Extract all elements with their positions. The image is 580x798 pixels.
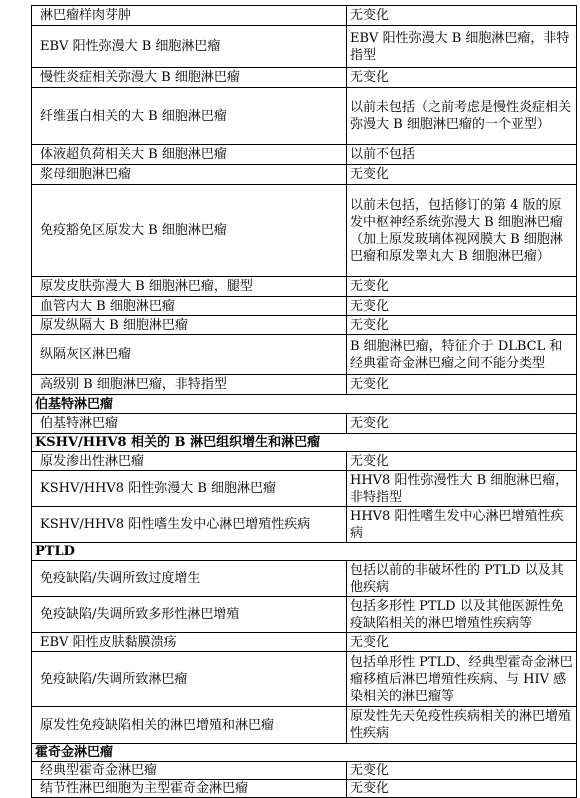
table-row: [32, 335, 577, 375]
change-note-cell: 无变化: [347, 780, 577, 798]
entity-name-cell: 结节性淋巴细胞为主型霍奇金淋巴瘤: [32, 780, 347, 798]
section-title: KSHV/HHV8 相关的 B 淋巴组织增生和淋巴瘤: [32, 434, 577, 452]
classification-table: [31, 5, 577, 798]
table-row: [32, 26, 577, 68]
change-note-cell: 包括单形性 PTLD、经典型霍奇金淋巴瘤移植后淋巴增殖性疾病、与 HIV 感染相关的淋巴瘤等: [347, 652, 577, 707]
change-note-cell: B 细胞淋巴瘤，特征介于 DLBCL 和经典霍奇金淋巴瘤之间不能分类型: [347, 335, 577, 375]
table-row: [32, 375, 577, 395]
table-row: [32, 780, 577, 798]
section-header-row: [32, 744, 577, 762]
entity-name-cell: 淋巴瘤样肉芽肿: [32, 6, 347, 26]
section-title: 霍奇金淋巴瘤: [32, 744, 577, 762]
entity-name-cell: 纵隔灰区淋巴瘤: [32, 335, 347, 375]
table-row: [32, 507, 577, 543]
change-note-cell: 无变化: [347, 316, 577, 335]
change-note-cell: 无变化: [347, 165, 577, 185]
change-note-cell: EBV 阳性弥漫大 B 细胞淋巴瘤，非特指型: [347, 26, 577, 68]
change-note-cell: 无变化: [347, 6, 577, 26]
entity-name-cell: 高级别 B 细胞淋巴瘤，非特指型: [32, 375, 347, 395]
table-row: [32, 652, 577, 707]
entity-name-cell: 体液超负荷相关大 B 细胞淋巴瘤: [32, 145, 347, 165]
change-note-cell: 包括以前的非破坏性的 PTLD 以及其他疾病: [347, 561, 577, 597]
table-row: [32, 762, 577, 780]
entity-name-cell: 原发皮肤弥漫大 B 细胞淋巴瘤，腿型: [32, 277, 347, 297]
table-row: [32, 6, 577, 26]
change-note-cell: 无变化: [347, 375, 577, 395]
table-row: [32, 597, 577, 633]
table-row: [32, 561, 577, 597]
change-note-cell: 无变化: [347, 277, 577, 297]
change-note-cell: 以前不包括: [347, 145, 577, 165]
change-note-cell: 以前未包括（之前考虑是慢性炎症相关弥漫大 B 细胞淋巴瘤的一个亚型）: [347, 88, 577, 145]
table-row: [32, 68, 577, 88]
change-note-cell: 原发性先天免疫性疾病相关的淋巴增殖性疾病: [347, 707, 577, 744]
section-header-row: [32, 434, 577, 452]
table-row: [32, 414, 577, 434]
change-note-cell: 无变化: [347, 762, 577, 780]
table-row: [32, 165, 577, 185]
entity-name-cell: 免疫缺陷/失调所致过度增生: [32, 561, 347, 597]
change-note-cell: 无变化: [347, 68, 577, 88]
table-row: [32, 277, 577, 297]
entity-name-cell: KSHV/HHV8 阳性弥漫大 B 细胞淋巴瘤: [32, 471, 347, 507]
entity-name-cell: 免疫缺陷/失调所致多形性淋巴增殖: [32, 597, 347, 633]
change-note-cell: 无变化: [347, 452, 577, 471]
table-row: [32, 707, 577, 744]
table-row: [32, 471, 577, 507]
entity-name-cell: 纤维蛋白相关的大 B 细胞淋巴瘤: [32, 88, 347, 145]
table-row: [32, 185, 577, 277]
section-title: 伯基特淋巴瘤: [32, 395, 577, 414]
change-note-cell: 包括多形性 PTLD 以及其他医源性免疫缺陷相关的淋巴增殖性疾病等: [347, 597, 577, 633]
table-row: [32, 88, 577, 145]
table-row: [32, 633, 577, 652]
entity-name-cell: 血管内大 B 细胞淋巴瘤: [32, 297, 347, 316]
table-row: [32, 316, 577, 335]
change-note-cell: HHV8 阳性弥漫性大 B 细胞淋巴瘤，非特指型: [347, 471, 577, 507]
change-note-cell: 无变化: [347, 414, 577, 434]
table-row: [32, 297, 577, 316]
table-row: [32, 145, 577, 165]
entity-name-cell: 原发性免疫缺陷相关的淋巴增殖和淋巴瘤: [32, 707, 347, 744]
entity-name-cell: 伯基特淋巴瘤: [32, 414, 347, 434]
change-note-cell: 无变化: [347, 633, 577, 652]
change-note-cell: 以前未包括，包括修订的第 4 版的原发中枢神经系统弥漫大 B 细胞淋巴瘤（加上原发玻璃体视网膜大 B 细胞淋巴瘤和原发睾丸大 B 细胞淋巴瘤）: [347, 185, 577, 277]
entity-name-cell: 经典型霍奇金淋巴瘤: [32, 762, 347, 780]
entity-name-cell: EBV 阳性皮肤黏膜溃疡: [32, 633, 347, 652]
table-body: [32, 6, 577, 798]
entity-name-cell: 原发渗出性淋巴瘤: [32, 452, 347, 471]
table-row: [32, 452, 577, 471]
section-title: PTLD: [32, 543, 577, 561]
entity-name-cell: EBV 阳性弥漫大 B 细胞淋巴瘤: [32, 26, 347, 68]
entity-name-cell: 浆母细胞淋巴瘤: [32, 165, 347, 185]
entity-name-cell: KSHV/HHV8 阳性嗜生发中心淋巴增殖性疾病: [32, 507, 347, 543]
entity-name-cell: 免疫缺陷/失调所致淋巴瘤: [32, 652, 347, 707]
section-header-row: [32, 395, 577, 414]
entity-name-cell: 原发纵隔大 B 细胞淋巴瘤: [32, 316, 347, 335]
change-note-cell: HHV8 阳性嗜生发中心淋巴增殖性疾病: [347, 507, 577, 543]
section-header-row: [32, 543, 577, 561]
entity-name-cell: 慢性炎症相关弥漫大 B 细胞淋巴瘤: [32, 68, 347, 88]
change-note-cell: 无变化: [347, 297, 577, 316]
entity-name-cell: 免疫豁免区原发大 B 细胞淋巴瘤: [32, 185, 347, 277]
